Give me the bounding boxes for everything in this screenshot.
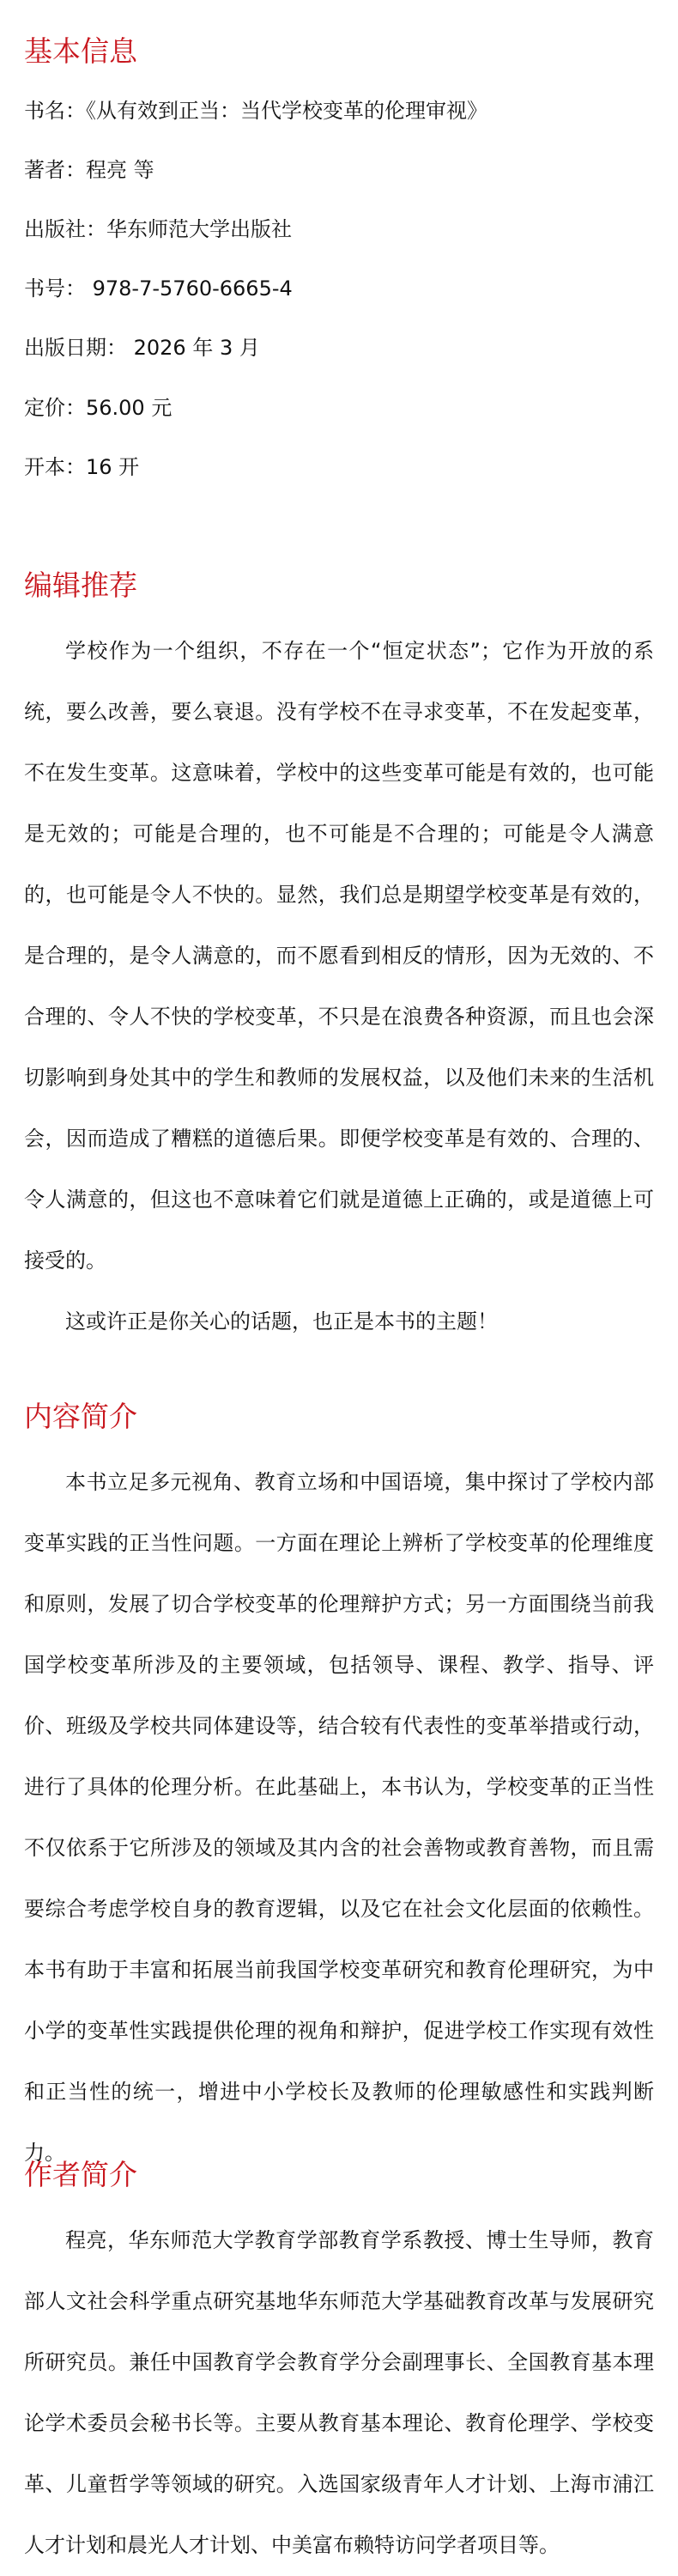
author-intro-heading: 作者简介 bbox=[24, 2158, 137, 2191]
info-author: 著者：程亮 等 bbox=[24, 158, 154, 182]
editor-recommend-closing: 这或许正是你关心的话题，也正是本书的主题！ bbox=[65, 1309, 498, 1334]
info-price: 定价：56.00 元 bbox=[24, 396, 173, 420]
author-intro-paragraph: 程亮，华东师范大学教育学部教育学系教授、博士生导师，教育部人文社会科学重点研究基地华东师范大学基础教育改革与发展研究所研究员。兼任中国教育学会教育学分会副理事长、全国教育基本理论学术委员会秘书长等。主要从教育基本理论、教育伦理学、学校变革、儿童哲学等领域的研究。入选国家级青年人才计划、上海市浦江人才计划和晨光人才计划、中美富布赖特访问学者项目等。 bbox=[24, 2228, 654, 2557]
basic-info-heading: 基本信息 bbox=[24, 34, 137, 68]
info-publish-date: 出版日期： 2026 年 3 月 bbox=[24, 336, 260, 360]
content-intro-paragraph: 本书立足多元视角、教育立场和中国语境，集中探讨了学校内部变革实践的正当性问题。一方面在理论上辨析了学校变革的伦理维度和原则，发展了切合学校变革的伦理辩护方式；另一方面围绕当前我国学校变革所涉及的主要领域，包括领导、课程、教学、指导、评价、班级及学校共同体建设等，结合较有代表性的变革举措或行动，进行了具体的伦理分析。在此基础上，本书认为，学校变革的正当性不仅依系于它所涉及的领域及其内含的社会善物或教育善物，而且需要综合考虑学校自身的教育逻辑，以及它在社会文化层面的依赖性。本书有助于丰富和拓展当前我国学校变革研究和教育伦理研究，为中小学的变革性实践提供伦理的视角和辩护，促进学校工作实现有效性和正当性的统一，增进中小学校长及教师的伦理敏感性和实践判断力。 bbox=[24, 1470, 654, 2165]
info-book-title: 书名：《从有效到正当：当代学校变革的伦理审视》 bbox=[24, 99, 487, 123]
info-format: 开本：16 开 bbox=[24, 455, 140, 479]
info-isbn: 书号： 978-7-5760-6665-4 bbox=[24, 276, 293, 301]
content-intro-heading: 内容简介 bbox=[24, 1400, 137, 1433]
editor-recommend-heading: 编辑推荐 bbox=[24, 568, 137, 602]
editor-recommend-paragraph: 学校作为一个组织，不存在一个“恒定状态”；它作为开放的系统，要么改善，要么衰退。没有学校不在寻求变革，不在发起变革，不在发生变革。这意味着，学校中的这些变革可能是有效的，也可能是无效的；可能是合理的，也不可能是不合理的；可能是令人满意的，也可能是令人不快的。显然，我们总是期望学校变革是有效的，是合理的，是令人满意的，而不愿看到相反的情形，因为无效的、不合理的、令人不快的学校变革，不只是在浪费各种资源，而且也会深切影响到身处其中的学生和教师的发展权益，以及他们未来的生活机会，因而造成了糟糕的道德后果。即便学校变革是有效的、合理的、令人满意的，但这也不意味着它们就是道德上正确的，或是道德上可接受的。 bbox=[24, 639, 654, 1273]
info-publisher: 出版社：华东师范大学出版社 bbox=[24, 217, 292, 241]
